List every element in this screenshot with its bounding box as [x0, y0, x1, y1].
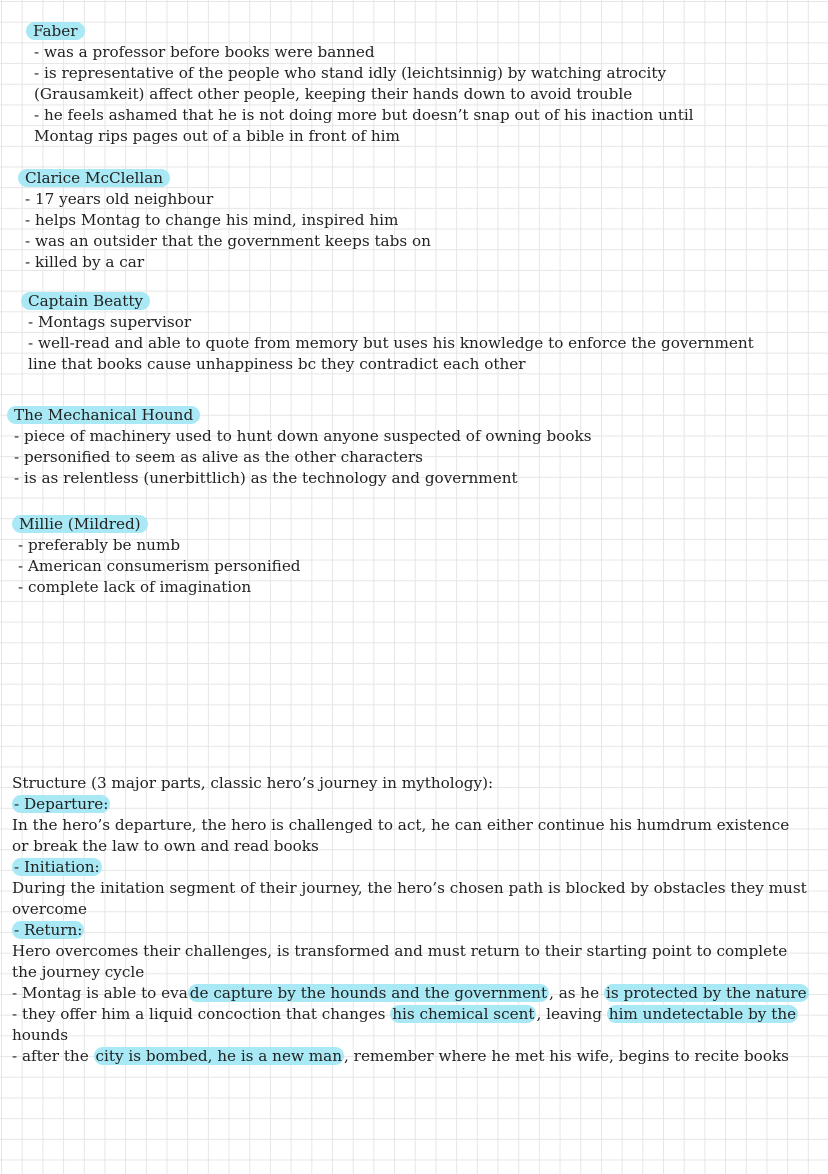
section-title: Millie (Mildred) — [12, 514, 301, 535]
note-line: - well-read and able to quote from memory but uses his knowledge to enforce the government — [28, 334, 754, 352]
section-title: Faber — [26, 21, 694, 42]
highlight: him undetectable by the — [608, 1005, 797, 1023]
section-title: Clarice McClellan — [18, 168, 431, 189]
initiation-label: - Initiation: — [14, 858, 100, 876]
section-millie — [12, 514, 301, 598]
note-line: - killed by a car — [25, 253, 145, 271]
note-line: In the hero’s departure, the hero is challenged to act, he can either continue his humdrum existence — [12, 816, 790, 834]
note-line: line that books cause unhappiness bc they contradict each other — [28, 355, 526, 373]
note-line: (Grausamkeit) affect other people, keeping their hands down to avoid trouble — [34, 85, 633, 103]
section-clarice — [18, 168, 431, 273]
section-title: The Mechanical Hound — [7, 405, 592, 426]
note-line: - is representative of the people who stand idly (leichtsinnig) by watching atrocity — [34, 64, 667, 82]
note-line: - personified to seem as alive as the other characters — [14, 448, 423, 466]
section-title: Captain Beatty — [21, 291, 754, 312]
highlight: his chemical scent — [392, 1005, 535, 1023]
highlight: de capture by the hounds and the government — [189, 984, 548, 1002]
note-line: - preferably be numb — [18, 536, 181, 554]
note-line: or break the law to own and read books — [12, 837, 319, 855]
highlight: is protected by the nature — [606, 984, 807, 1002]
note-line: - they offer him a liquid concoction that changes his chemical scent , leaving him undetectable by the — [12, 1005, 797, 1023]
note-line: - Montags supervisor — [28, 313, 192, 331]
note-line: - Montag is able to eva de capture by the hounds and the government , as he is protected by the nature — [12, 984, 807, 1002]
section-beatty — [21, 291, 754, 375]
note-line: the journey cycle — [12, 963, 145, 981]
note-line: - 17 years old neighbour — [25, 190, 214, 208]
note-line: - piece of machinery used to hunt down anyone suspected of owning books — [14, 427, 592, 445]
note-line: - was an outsider that the government keeps tabs on — [25, 232, 431, 250]
note-line: During the initation segment of their journey, the hero’s chosen path is blocked by obstacles they must — [12, 879, 807, 897]
note-line: - complete lack of imagination — [18, 578, 252, 596]
note-line: hounds — [12, 1026, 69, 1044]
note-line: - is as relentless (unerbittlich) as the technology and government — [14, 469, 518, 487]
note-line: - was a professor before books were banned — [34, 43, 375, 61]
note-line: Montag rips pages out of a bible in front of him — [34, 127, 400, 145]
departure-label: - Departure: — [14, 795, 109, 813]
note-line: - American consumerism personified — [18, 557, 301, 575]
return-label: - Return: — [14, 921, 83, 939]
section-structure — [12, 773, 809, 1067]
note-line: overcome — [12, 900, 88, 918]
note-line: - after the city is bombed, he is a new man , remember where he met his wife, begins to recite books — [12, 1047, 789, 1065]
section-hound — [7, 405, 592, 489]
note-line: - helps Montag to change his mind, inspired him — [25, 211, 399, 229]
structure-heading: Structure (3 major parts, classic hero’s journey in mythology): — [12, 774, 494, 792]
section-faber — [26, 21, 694, 147]
note-line: Hero overcomes their challenges, is transformed and must return to their starting point to complete — [12, 942, 788, 960]
highlight: city is bombed, he is a new man — [95, 1047, 343, 1065]
note-line: - he feels ashamed that he is not doing more but doesn’t snap out of his inaction until — [34, 106, 694, 124]
